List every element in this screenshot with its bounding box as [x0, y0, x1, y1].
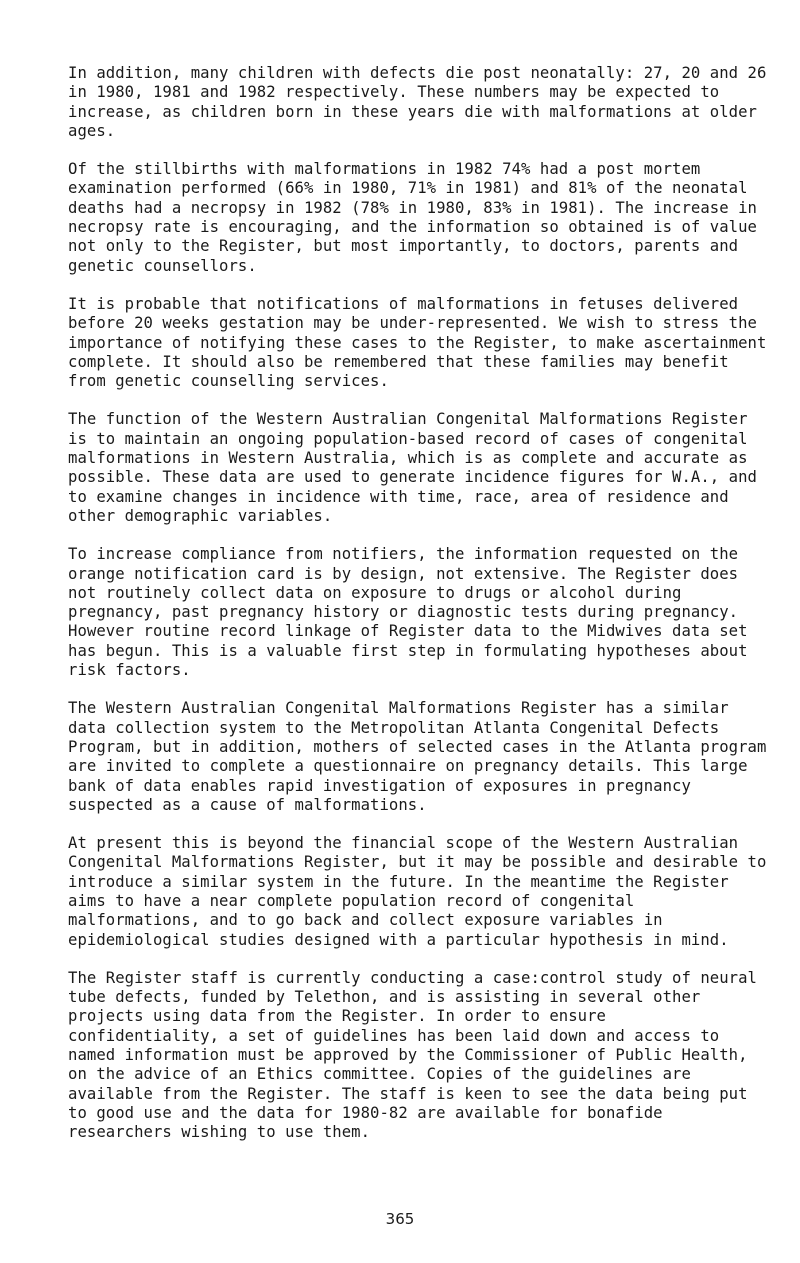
text-line: increase, as children born in these years die with malformations at older	[68, 102, 757, 121]
text-line: necropsy rate is encouraging, and the information so obtained is of value	[68, 218, 757, 237]
text-line: in 1980, 1981 and 1982 respectively. These numbers may be expected to	[68, 83, 720, 102]
text-line: tube defects, funded by Telethon, and is assisting in several other	[68, 988, 701, 1007]
text-line: deaths had a necropsy in 1982 (78% in 1980, 83% in 1981). The increase in	[68, 198, 757, 217]
text-line: Program, but in addition, mothers of selected cases in the Atlanta program	[68, 737, 767, 756]
paragraph-atlanta-comparison	[68, 699, 768, 815]
text-line: researchers wishing to use them.	[68, 1123, 371, 1142]
text-line: before 20 weeks gestation may be under-represented. We wish to stress the	[68, 314, 757, 333]
text-line: malformations in Western Australia, which is as complete and accurate as	[68, 449, 748, 468]
text-line: on the advice of an Ethics committee. Copies of the guidelines are	[68, 1065, 691, 1084]
page-number: 365	[385, 1210, 415, 1228]
paragraph-post-neonatal-deaths	[68, 64, 768, 141]
text-line: aims to have a near complete population record of congenital	[68, 891, 635, 910]
text-line: pregnancy, past pregnancy history or diagnostic tests during pregnancy.	[68, 603, 739, 622]
text-line: other demographic variables.	[68, 506, 333, 525]
paragraph-notifier-compliance	[68, 545, 768, 680]
text-line: to examine changes in incidence with time, race, area of residence and	[68, 487, 729, 506]
text-line: examination performed (66% in 1980, 71% in 1981) and 81% of the neonatal	[68, 179, 748, 198]
text-line: However routine record linkage of Register data to the Midwives data set	[68, 622, 748, 641]
text-line: introduce a similar system in the future. In the meantime the Register	[68, 872, 729, 891]
text-line: data collection system to the Metropolitan Atlanta Congenital Defects	[68, 718, 720, 737]
text-line: ages.	[68, 121, 116, 140]
text-line: To increase compliance from notifiers, the information requested on the	[68, 545, 739, 564]
text-line: from genetic counselling services.	[68, 372, 389, 391]
paragraph-under-representation	[68, 295, 768, 391]
text-line: In addition, many children with defects die post neonatally: 27, 20 and 26	[68, 64, 767, 82]
paragraph-register-staff	[68, 969, 768, 1143]
text-line: has begun. This is a valuable first step in formulating hypotheses about	[68, 641, 748, 660]
text-line: Of the stillbirths with malformations in 1982 74% had a post mortem	[68, 160, 701, 179]
text-line: The Register staff is currently conducting a case:control study of neural	[68, 968, 757, 987]
text-line: available from the Register. The staff is keen to see the data being put	[68, 1084, 748, 1103]
text-line: genetic counsellors.	[68, 256, 257, 275]
text-line: Congenital Malformations Register, but it may be possible and desirable to	[68, 853, 767, 872]
document-body	[68, 64, 768, 1143]
text-line: suspected as a cause of malformations.	[68, 795, 427, 814]
text-line: importance of notifying these cases to the Register, to make ascertainment	[68, 333, 767, 352]
text-line: named information must be approved by the Commissioner of Public Health,	[68, 1046, 748, 1065]
text-line: are invited to complete a questionnaire on pregnancy details. This large	[68, 757, 748, 776]
text-line: to good use and the data for 1980-82 are available for bonafide	[68, 1103, 663, 1122]
text-line: It is probable that notifications of malformations in fetuses delivered	[68, 294, 739, 313]
paragraph-register-function	[68, 410, 768, 526]
text-line: orange notification card is by design, not extensive. The Register does	[68, 564, 739, 583]
text-line: epidemiological studies designed with a particular hypothesis in mind.	[68, 930, 729, 949]
text-line: risk factors.	[68, 661, 191, 680]
text-line: is to maintain an ongoing population-based record of cases of congenital	[68, 429, 748, 448]
text-line: complete. It should also be remembered that these families may benefit	[68, 352, 729, 371]
text-line: bank of data enables rapid investigation of exposures in pregnancy	[68, 776, 691, 795]
text-line: not only to the Register, but most importantly, to doctors, parents and	[68, 237, 739, 256]
paragraph-necropsy-rates	[68, 160, 768, 276]
text-line: projects using data from the Register. In order to ensure	[68, 1007, 606, 1026]
text-line: The Western Australian Congenital Malformations Register has a similar	[68, 699, 729, 718]
text-line: malformations, and to go back and collect exposure variables in	[68, 911, 663, 930]
text-line: The function of the Western Australian Congenital Malformations Register	[68, 410, 748, 429]
text-line: At present this is beyond the financial scope of the Western Australian	[68, 834, 739, 853]
text-line: possible. These data are used to generate incidence figures for W.A., and	[68, 468, 757, 487]
text-line: confidentiality, a set of guidelines has been laid down and access to	[68, 1026, 720, 1045]
paragraph-financial-scope	[68, 834, 768, 950]
text-line: not routinely collect data on exposure to drugs or alcohol during	[68, 583, 682, 602]
